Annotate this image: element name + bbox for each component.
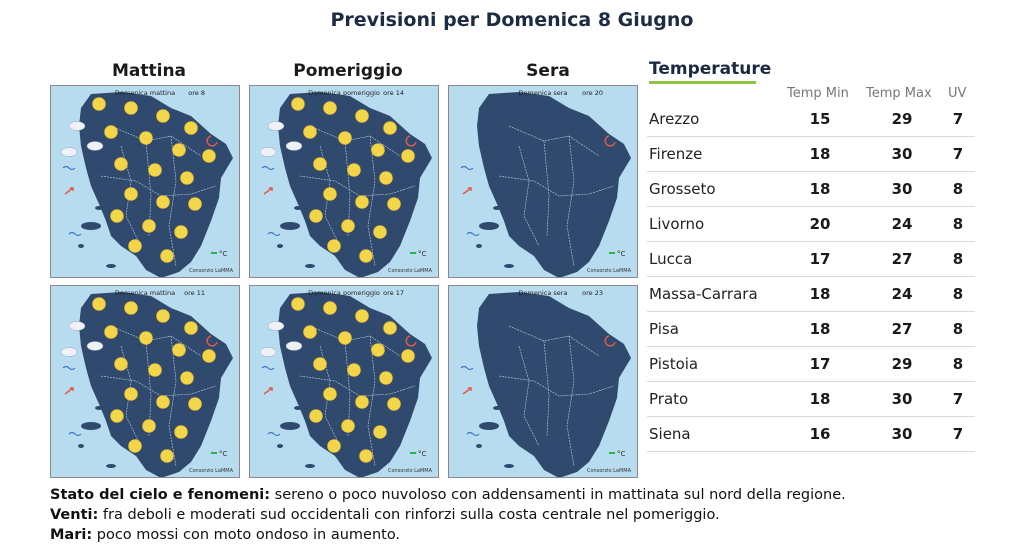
header-temp-max: Temp Max xyxy=(866,86,932,101)
column-header-pomeriggio: Pomeriggio xyxy=(293,61,403,81)
cloud-icon xyxy=(268,122,284,131)
temperature-row xyxy=(647,172,975,207)
cloud-icon xyxy=(260,348,276,357)
temperature-trend-icon xyxy=(410,452,416,454)
cloud-icon xyxy=(286,142,302,151)
tuscany-map xyxy=(250,86,438,277)
sun-icon xyxy=(185,322,198,335)
column-header-mattina: Mattina xyxy=(111,61,187,81)
temperature-trend-icon xyxy=(410,252,416,254)
temperature-row xyxy=(647,137,975,172)
sun-icon xyxy=(181,172,194,185)
uv-value: 8 xyxy=(952,250,964,268)
island xyxy=(305,264,315,268)
island xyxy=(504,464,514,468)
sun-icon xyxy=(342,220,355,233)
forecast-map-morning-8 xyxy=(50,85,240,278)
sun-icon xyxy=(292,298,305,311)
island xyxy=(493,406,501,410)
sun-icon xyxy=(310,210,323,223)
cloud-icon xyxy=(286,342,302,351)
sun-icon xyxy=(342,420,355,433)
map-time: ore 8 xyxy=(188,89,205,97)
city-name: Pisa xyxy=(649,320,679,338)
sun-icon xyxy=(149,364,162,377)
map-credit: Consorzio LaMMA xyxy=(587,468,631,474)
forecast-map-afternoon-17 xyxy=(249,285,439,478)
uv-value: 8 xyxy=(952,320,964,338)
temperature-row xyxy=(647,312,975,347)
sun-icon xyxy=(374,226,387,239)
temp-min-value: 18 xyxy=(809,180,831,198)
temp-min-value: 16 xyxy=(809,425,831,443)
sun-icon xyxy=(125,302,138,315)
sun-icon xyxy=(356,310,369,323)
sun-icon xyxy=(356,110,369,123)
sun-icon xyxy=(314,158,327,171)
island xyxy=(78,244,84,248)
temp-min-value: 18 xyxy=(809,390,831,408)
degree-label: °C xyxy=(617,250,626,258)
sun-icon xyxy=(324,302,337,315)
forecast-map-evening-23 xyxy=(448,285,638,478)
sun-icon xyxy=(125,102,138,115)
tuscany-map xyxy=(449,286,637,477)
sun-icon xyxy=(175,426,188,439)
map-time: ore 14 xyxy=(383,89,404,97)
wind-description xyxy=(50,507,720,523)
sun-icon xyxy=(304,126,317,139)
map-credit: Consorzio LaMMA xyxy=(189,268,233,274)
sun-icon xyxy=(143,220,156,233)
map-label: Domenica mattina xyxy=(114,89,176,97)
sun-icon xyxy=(292,98,305,111)
degree-label: °C xyxy=(219,250,228,258)
sun-icon xyxy=(125,388,138,401)
map-label: Domenica pomeriggio xyxy=(308,289,380,297)
island xyxy=(504,264,514,268)
sun-icon xyxy=(140,132,153,145)
sun-icon xyxy=(173,144,186,157)
island xyxy=(81,422,101,430)
sun-icon xyxy=(189,198,202,211)
temp-max-value: 27 xyxy=(891,320,913,338)
island xyxy=(305,464,315,468)
island xyxy=(479,222,499,230)
sun-icon xyxy=(157,396,170,409)
temp-min-value: 18 xyxy=(809,320,831,338)
sun-icon xyxy=(93,98,106,111)
cloud-icon xyxy=(61,148,77,157)
sun-icon xyxy=(384,122,397,135)
sun-icon xyxy=(203,150,216,163)
page-title: Previsioni per Domenica 8 Giugno xyxy=(330,9,694,31)
sun-icon xyxy=(314,358,327,371)
temp-min-value: 20 xyxy=(809,215,831,233)
header-temp-min: Temp Min xyxy=(787,86,849,101)
temperature-row xyxy=(647,207,975,242)
city-name: Prato xyxy=(649,390,689,408)
sun-icon xyxy=(105,326,118,339)
temp-max-value: 29 xyxy=(891,355,913,373)
temperature-title: Temperature xyxy=(649,59,772,79)
temp-min-value: 17 xyxy=(809,355,831,373)
forecast-map-evening-20 xyxy=(448,85,638,278)
uv-value: 7 xyxy=(952,110,964,128)
temperature-row xyxy=(647,102,975,137)
forecast-map-afternoon-14 xyxy=(249,85,439,278)
temperature-trend-icon xyxy=(211,452,217,454)
sun-icon xyxy=(324,388,337,401)
wind-label: Venti: xyxy=(50,507,99,523)
sun-icon xyxy=(157,310,170,323)
island xyxy=(95,406,103,410)
sun-icon xyxy=(372,344,385,357)
city-name: Livorno xyxy=(649,215,705,233)
temperature-trend-icon xyxy=(609,452,615,454)
temp-max-value: 30 xyxy=(891,425,913,443)
temperature-row xyxy=(647,382,975,417)
sun-icon xyxy=(173,344,186,357)
map-label: Domenica sera xyxy=(518,89,568,97)
temp-max-value: 29 xyxy=(891,110,913,128)
sun-icon xyxy=(115,158,128,171)
uv-value: 7 xyxy=(952,145,964,163)
temp-min-value: 17 xyxy=(809,250,831,268)
sun-icon xyxy=(203,350,216,363)
map-credit: Consorzio LaMMA xyxy=(388,468,432,474)
sun-icon xyxy=(157,110,170,123)
island xyxy=(493,206,501,210)
sun-icon xyxy=(356,396,369,409)
sun-icon xyxy=(360,250,373,263)
sun-icon xyxy=(181,372,194,385)
sun-icon xyxy=(324,102,337,115)
cloud-icon xyxy=(69,322,85,331)
city-name: Lucca xyxy=(649,250,693,268)
temperature-trend-icon xyxy=(609,252,615,254)
sky-text: sereno o poco nuvoloso con addensamenti in mattinata sul nord della regione. xyxy=(270,487,846,503)
city-name: Massa-Carrara xyxy=(649,285,758,303)
degree-label: °C xyxy=(418,450,427,458)
island xyxy=(479,422,499,430)
uv-value: 8 xyxy=(952,285,964,303)
sun-icon xyxy=(185,122,198,135)
uv-value: 8 xyxy=(952,355,964,373)
city-name: Pistoia xyxy=(649,355,699,373)
map-time: ore 17 xyxy=(383,289,404,297)
degree-label: °C xyxy=(617,450,626,458)
sun-icon xyxy=(93,298,106,311)
island xyxy=(277,244,283,248)
temp-min-value: 18 xyxy=(809,145,831,163)
tuscany-map xyxy=(250,286,438,477)
city-name: Arezzo xyxy=(649,110,700,128)
sun-icon xyxy=(161,450,174,463)
temp-max-value: 27 xyxy=(891,250,913,268)
cloud-icon xyxy=(69,122,85,131)
map-time: ore 11 xyxy=(184,289,205,297)
cloud-icon xyxy=(260,148,276,157)
uv-value: 8 xyxy=(952,180,964,198)
sun-icon xyxy=(402,350,415,363)
island xyxy=(280,422,300,430)
sun-icon xyxy=(384,322,397,335)
cloud-icon xyxy=(87,342,103,351)
temperature-row xyxy=(647,417,975,452)
sea-label: Mari: xyxy=(50,527,93,543)
sun-icon xyxy=(360,450,373,463)
sky-description xyxy=(50,487,846,503)
map-time: ore 23 xyxy=(582,289,603,297)
tuscany-map xyxy=(449,86,637,277)
temperature-row xyxy=(647,347,975,382)
map-label: Domenica pomeriggio xyxy=(308,89,380,97)
sun-icon xyxy=(372,144,385,157)
temp-max-value: 24 xyxy=(891,285,913,303)
island xyxy=(294,406,302,410)
sun-icon xyxy=(161,250,174,263)
uv-value: 7 xyxy=(952,425,964,443)
sun-icon xyxy=(339,132,352,145)
cloud-icon xyxy=(87,142,103,151)
uv-value: 8 xyxy=(952,215,964,233)
sun-icon xyxy=(189,398,202,411)
island xyxy=(277,444,283,448)
sun-icon xyxy=(129,440,142,453)
sun-icon xyxy=(388,198,401,211)
sun-icon xyxy=(111,410,124,423)
temp-max-value: 24 xyxy=(891,215,913,233)
sun-icon xyxy=(304,326,317,339)
island xyxy=(78,444,84,448)
sun-icon xyxy=(380,372,393,385)
temperature-trend-icon xyxy=(211,252,217,254)
island xyxy=(280,222,300,230)
city-name: Siena xyxy=(649,425,691,443)
sun-icon xyxy=(105,126,118,139)
tuscany-map xyxy=(51,286,239,477)
map-credit: Consorzio LaMMA xyxy=(388,268,432,274)
temp-max-value: 30 xyxy=(891,180,913,198)
sun-icon xyxy=(157,196,170,209)
uv-value: 7 xyxy=(952,390,964,408)
degree-label: °C xyxy=(418,250,427,258)
temp-min-value: 18 xyxy=(809,285,831,303)
sun-icon xyxy=(380,172,393,185)
sea-description xyxy=(50,527,400,543)
city-name: Grosseto xyxy=(649,180,716,198)
temperature-row xyxy=(647,277,975,312)
tuscany-map xyxy=(51,86,239,277)
forecast-map-morning-11 xyxy=(50,285,240,478)
sky-label: Stato del cielo e fenomeni: xyxy=(50,487,271,503)
sun-icon xyxy=(328,240,341,253)
city-name: Firenze xyxy=(649,145,703,163)
sun-icon xyxy=(115,358,128,371)
island xyxy=(294,206,302,210)
column-header-sera: Sera xyxy=(526,61,570,81)
temp-min-value: 15 xyxy=(809,110,831,128)
sun-icon xyxy=(149,164,162,177)
temperature-underline xyxy=(649,81,756,84)
sun-icon xyxy=(339,332,352,345)
island xyxy=(95,206,103,210)
island xyxy=(106,464,116,468)
cloud-icon xyxy=(268,322,284,331)
island xyxy=(106,264,116,268)
degree-label: °C xyxy=(219,450,228,458)
sun-icon xyxy=(356,196,369,209)
sun-icon xyxy=(374,426,387,439)
sun-icon xyxy=(348,364,361,377)
sea-text: poco mossi con moto ondoso in aumento. xyxy=(92,527,401,543)
sun-icon xyxy=(111,210,124,223)
map-credit: Consorzio LaMMA xyxy=(587,268,631,274)
temp-max-value: 30 xyxy=(891,145,913,163)
island xyxy=(81,222,101,230)
sun-icon xyxy=(175,226,188,239)
sun-icon xyxy=(402,150,415,163)
island xyxy=(476,244,482,248)
island xyxy=(476,444,482,448)
map-label: Domenica sera xyxy=(518,289,568,297)
sun-icon xyxy=(310,410,323,423)
sun-icon xyxy=(125,188,138,201)
temp-max-value: 30 xyxy=(891,390,913,408)
sun-icon xyxy=(143,420,156,433)
cloud-icon xyxy=(61,348,77,357)
wind-text: fra deboli e moderati sud occidentali con rinforzi sulla costa centrale nel pomeriggio. xyxy=(98,507,720,523)
map-label: Domenica mattina xyxy=(114,289,176,297)
sun-icon xyxy=(348,164,361,177)
map-credit: Consorzio LaMMA xyxy=(189,468,233,474)
sun-icon xyxy=(328,440,341,453)
header-uv: UV xyxy=(948,86,967,101)
sun-icon xyxy=(324,188,337,201)
map-time: ore 20 xyxy=(582,89,603,97)
sun-icon xyxy=(140,332,153,345)
sun-icon xyxy=(129,240,142,253)
sun-icon xyxy=(388,398,401,411)
temperature-row xyxy=(647,242,975,277)
